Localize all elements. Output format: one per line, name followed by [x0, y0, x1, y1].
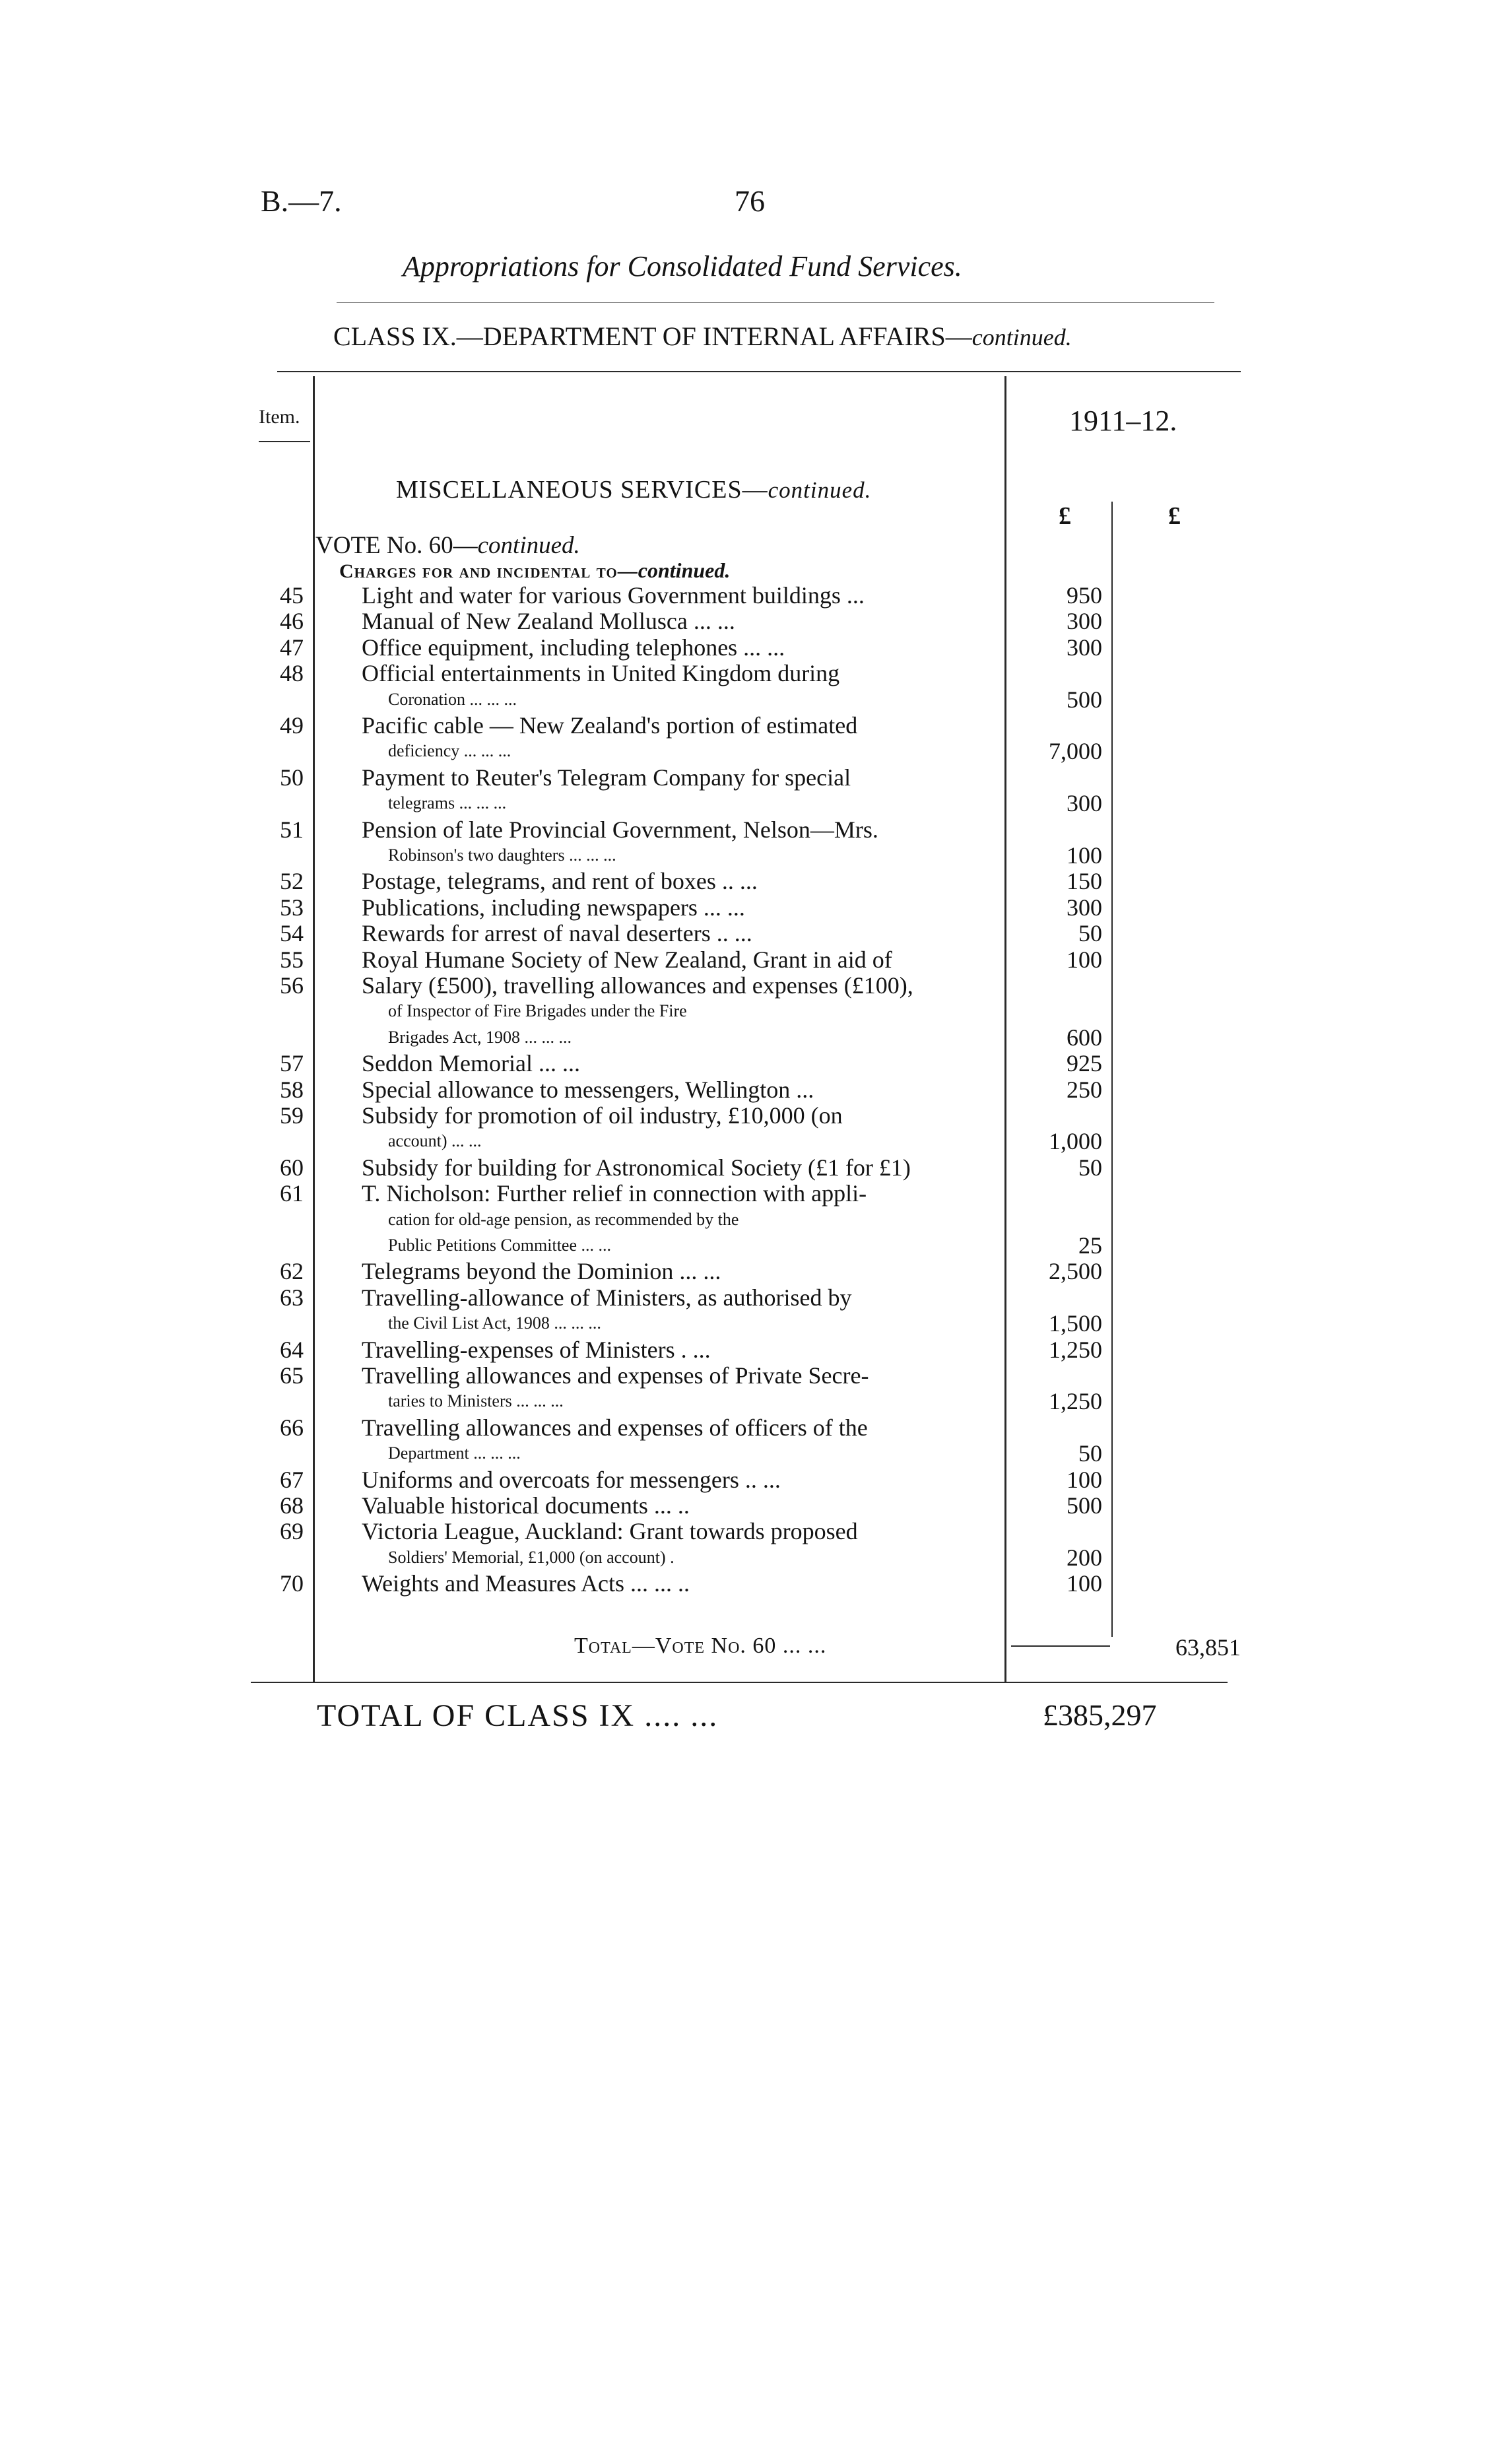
item-column-label: Item.	[259, 406, 300, 428]
page-subtitle: Appropriations for Consolidated Fund Services.	[403, 250, 962, 282]
table-row-line	[0, 1076, 1512, 1103]
table-row-line	[0, 686, 1512, 713]
table-row-line	[0, 920, 1512, 946]
item-number: 68	[280, 1492, 304, 1519]
item-amount: 50	[1078, 1440, 1102, 1467]
table-row-line	[0, 1388, 1512, 1414]
item-description: Subsidy for promotion of oil industry, £10,000 (on	[362, 1102, 843, 1129]
item-number: 70	[280, 1570, 304, 1597]
item-amount: 25	[1078, 1232, 1102, 1259]
item-number: 64	[280, 1336, 304, 1363]
table-row-line	[0, 764, 1512, 791]
class-heading-text: CLASS IX.—DEPARTMENT OF INTERNAL AFFAIRS—	[333, 321, 972, 351]
item-description: Coronation ... ... ...	[388, 689, 517, 709]
page-number: 76	[735, 184, 765, 218]
table-row-line	[0, 1492, 1512, 1519]
vote-total-label	[574, 1634, 826, 1659]
item-description: Salary (£500), travelling allowances and expenses (£100),	[362, 972, 913, 999]
item-description: Pacific cable — New Zealand's portion of estimated	[362, 712, 858, 739]
table-row-line	[0, 1258, 1512, 1284]
table-row-line	[0, 1518, 1512, 1544]
table-row-line	[0, 1284, 1512, 1311]
charges-label-text: Charges for and incidental to—	[339, 560, 638, 582]
item-number: 60	[280, 1154, 304, 1181]
item-number: 51	[280, 816, 304, 843]
vote-total-amount: 63,851	[1175, 1634, 1241, 1661]
item-description: account) ... ...	[388, 1131, 482, 1151]
table-row-line	[0, 1440, 1512, 1467]
item-description: Travelling-expenses of Ministers . ...	[362, 1336, 711, 1363]
item-description: Seddon Memorial ... ...	[362, 1050, 580, 1077]
table-row-line	[0, 842, 1512, 869]
item-number: 54	[280, 920, 304, 947]
vote-total-label-text: Total—Vote No. 60 ... ...	[574, 1634, 827, 1658]
item-description: Special allowance to messengers, Wellington ...	[362, 1076, 814, 1103]
fiscal-year-label: 1911–12.	[1069, 405, 1177, 437]
item-number: 67	[280, 1466, 304, 1493]
item-description: cation for old-age pension, as recommended by the	[388, 1209, 739, 1229]
item-description: Robinson's two daughters ... ... ...	[388, 845, 616, 865]
item-description: Manual of New Zealand Mollusca ... ...	[362, 608, 735, 635]
item-amount: 200	[1067, 1544, 1102, 1571]
table-row-line	[0, 738, 1512, 764]
table-row-line	[0, 1207, 1512, 1233]
charges-label	[339, 558, 730, 583]
currency-label-col2: £	[1168, 502, 1181, 530]
item-amount: 150	[1067, 868, 1102, 895]
table-row-line	[0, 712, 1512, 739]
document-reference: B.—7.	[261, 184, 342, 218]
item-amount: 300	[1067, 790, 1102, 817]
subtotal-rule	[1011, 1645, 1110, 1647]
item-number: 52	[280, 868, 304, 895]
item-description: deficiency ... ... ...	[388, 741, 511, 761]
item-description: Postage, telegrams, and rent of boxes .. ...	[362, 868, 758, 895]
item-number: 49	[280, 712, 304, 739]
table-row-line	[0, 946, 1512, 973]
item-amount: 100	[1067, 842, 1102, 869]
table-row-line	[0, 582, 1512, 609]
item-number: 63	[280, 1284, 304, 1311]
item-amount: 500	[1067, 1492, 1102, 1519]
class-total-amount: £385,297	[1043, 1698, 1157, 1732]
table-row-line	[0, 868, 1512, 894]
item-amount: 100	[1067, 1570, 1102, 1597]
section-title	[396, 475, 871, 504]
item-amount: 600	[1067, 1024, 1102, 1051]
item-number: 45	[280, 582, 304, 609]
table-row-line	[0, 816, 1512, 843]
vote-label-continued: continued.	[477, 532, 580, 559]
item-description: Payment to Reuter's Telegram Company for special	[362, 764, 851, 791]
currency-label-col1: £	[1059, 502, 1071, 530]
table-row-line	[0, 1128, 1512, 1154]
item-number: 57	[280, 1050, 304, 1077]
item-number: 47	[280, 634, 304, 661]
item-description: the Civil List Act, 1908 ... ... ...	[388, 1313, 601, 1333]
item-amount: 250	[1067, 1076, 1102, 1103]
item-amount: 1,250	[1049, 1388, 1102, 1415]
item-number: 56	[280, 972, 304, 999]
item-description: telegrams ... ... ...	[388, 793, 507, 813]
table-row-line	[0, 1544, 1512, 1571]
item-number: 59	[280, 1102, 304, 1129]
item-description: Royal Humane Society of New Zealand, Grant in aid of	[362, 946, 892, 973]
table-row-line	[0, 1232, 1512, 1259]
class-heading-continued: continued.	[971, 324, 1072, 350]
table-bottom-rule	[251, 1682, 1228, 1683]
item-description: Subsidy for building for Astronomical Society (£1 for £1)	[362, 1154, 911, 1181]
table-row-line	[0, 790, 1512, 816]
item-number: 48	[280, 660, 304, 687]
table-row-line	[0, 1180, 1512, 1207]
table-row-line	[0, 1154, 1512, 1181]
item-description: Soldiers' Memorial, £1,000 (on account) .	[388, 1547, 674, 1567]
subtitle-rule	[337, 302, 1214, 303]
table-row-line	[0, 660, 1512, 686]
item-number: 46	[280, 608, 304, 635]
item-description: Official entertainments in United Kingdom during	[362, 660, 840, 687]
item-number: 50	[280, 764, 304, 791]
class-total-label: TOTAL OF CLASS IX .... ...	[317, 1698, 719, 1733]
item-description: Uniforms and overcoats for messengers .. ...	[362, 1466, 781, 1493]
item-amount: 300	[1067, 894, 1102, 921]
table-row-line	[0, 608, 1512, 634]
table-row-line	[0, 1050, 1512, 1076]
item-number: 58	[280, 1076, 304, 1103]
item-amount: 925	[1067, 1050, 1102, 1077]
item-amount: 50	[1078, 920, 1102, 947]
item-number: 65	[280, 1362, 304, 1389]
item-amount: 1,250	[1049, 1336, 1102, 1363]
item-description: Weights and Measures Acts ... ... ..	[362, 1570, 690, 1597]
item-description: Office equipment, including telephones ... ...	[362, 634, 785, 661]
item-number: 53	[280, 894, 304, 921]
table-row-line	[0, 894, 1512, 921]
section-title-continued: continued.	[768, 477, 872, 503]
item-description: Telegrams beyond the Dominion ... ...	[362, 1258, 721, 1285]
item-amount: 950	[1067, 582, 1102, 609]
item-number: 62	[280, 1258, 304, 1285]
charges-label-continued: continued.	[638, 558, 731, 582]
item-number: 69	[280, 1518, 304, 1545]
table-row-line	[0, 1337, 1512, 1363]
item-amount: 2,500	[1049, 1258, 1102, 1285]
item-description: Travelling allowances and expenses of Private Secre-	[362, 1362, 869, 1389]
item-amount: 7,000	[1049, 738, 1102, 765]
item-description: Valuable historical documents ... ..	[362, 1492, 690, 1519]
table-row-line	[0, 1024, 1512, 1051]
item-description: Publications, including newspapers ... ...	[362, 894, 745, 921]
item-amount: 1,500	[1049, 1310, 1102, 1337]
item-description: Pension of late Provincial Government, Nelson—Mrs.	[362, 816, 878, 843]
item-amount: 1,000	[1049, 1128, 1102, 1155]
table-row-line	[0, 998, 1512, 1024]
item-description: Light and water for various Government buildings ...	[362, 582, 865, 609]
section-title-text: MISCELLANEOUS SERVICES—	[396, 476, 768, 504]
item-label-underline	[259, 441, 310, 442]
item-number: 66	[280, 1414, 304, 1441]
item-description: Department ... ... ...	[388, 1443, 521, 1463]
item-description: Rewards for arrest of naval deserters .. ...	[362, 920, 752, 947]
item-amount: 50	[1078, 1154, 1102, 1181]
table-row-line	[0, 1102, 1512, 1129]
item-description: taries to Ministers ... ... ...	[388, 1391, 564, 1411]
item-number: 61	[280, 1180, 304, 1207]
item-description: Travelling allowances and expenses of officers of the	[362, 1414, 868, 1441]
table-row-line	[0, 1362, 1512, 1389]
item-amount: 300	[1067, 608, 1102, 635]
item-description: of Inspector of Fire Brigades under the Fire	[388, 1001, 687, 1021]
class-heading	[333, 321, 1072, 352]
table-row-line	[0, 1310, 1512, 1337]
item-amount: 100	[1067, 1466, 1102, 1493]
item-description: Victoria League, Auckland: Grant towards proposed	[362, 1518, 858, 1545]
item-description: Brigades Act, 1908 ... ... ...	[388, 1027, 572, 1047]
item-amount: 100	[1067, 946, 1102, 973]
table-top-rule	[277, 371, 1241, 372]
item-amount: 300	[1067, 634, 1102, 661]
item-number: 55	[280, 946, 304, 973]
table-row-line	[0, 1414, 1512, 1441]
table-row-line	[0, 1467, 1512, 1493]
table-row-line	[0, 1570, 1512, 1597]
item-amount: 500	[1067, 686, 1102, 713]
item-description: T. Nicholson: Further relief in connection with appli-	[362, 1180, 867, 1207]
item-description: Travelling-allowance of Ministers, as authorised by	[362, 1284, 852, 1311]
vote-label-text: VOTE No. 60—	[315, 532, 478, 559]
vote-label	[315, 531, 580, 560]
item-description: Public Petitions Committee ... ...	[388, 1236, 611, 1255]
table-row-line	[0, 634, 1512, 661]
table-row-line	[0, 972, 1512, 999]
